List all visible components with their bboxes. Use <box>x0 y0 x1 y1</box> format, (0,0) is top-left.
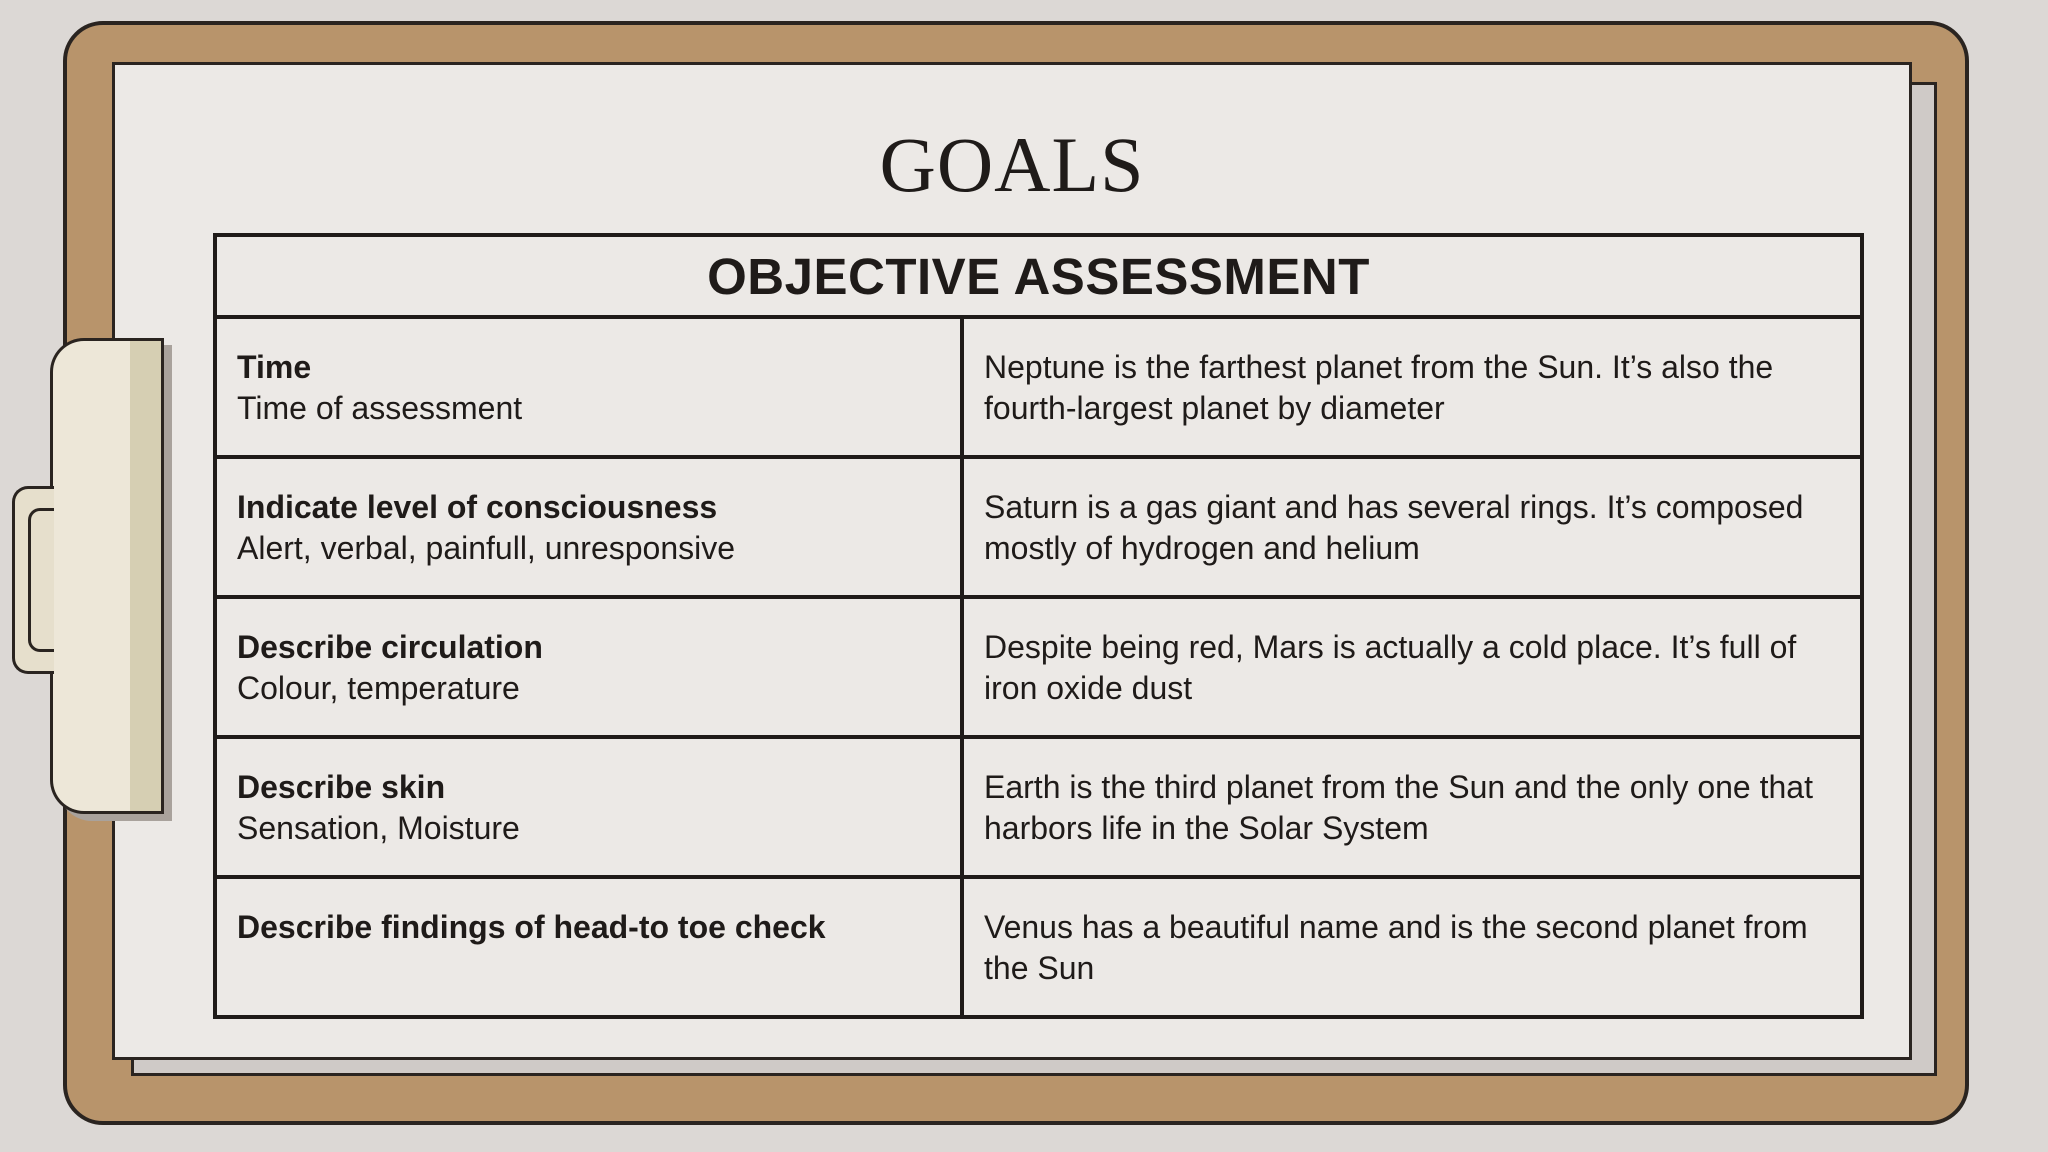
row-detail: Alert, verbal, painfull, unresponsive <box>237 530 736 566</box>
row-label: Time <box>237 349 312 385</box>
objective-assessment-table <box>213 233 1864 1019</box>
row-detail: Colour, temperature <box>237 670 520 706</box>
table-row <box>215 457 1862 597</box>
row-detail: Time of assessment <box>237 390 523 426</box>
row-description-cell: Neptune is the farthest planet from the Sun. It’s also the fourth-largest planet by diameter <box>962 317 1862 457</box>
table-row <box>215 737 1862 877</box>
table-row <box>215 877 1862 1017</box>
row-label: Describe circulation <box>237 629 543 665</box>
row-description-cell: Venus has a beautiful name and is the second planet from the Sun <box>962 877 1862 1017</box>
table-row <box>215 597 1862 737</box>
row-description-cell: Saturn is a gas giant and has several rings. It’s composed mostly of hydrogen and helium <box>962 457 1862 597</box>
row-label-cell <box>215 597 962 737</box>
row-detail: Sensation, Moisture <box>237 810 520 846</box>
row-label-cell <box>215 457 962 597</box>
row-label-cell <box>215 317 962 457</box>
page-title: GOALS <box>879 121 1145 208</box>
row-label: Describe findings of head-to toe check <box>237 909 826 945</box>
clip-tab-inner <box>28 508 54 652</box>
row-description-cell: Earth is the third planet from the Sun and the only one that harbors life in the Solar System <box>962 737 1862 877</box>
table-row <box>215 317 1862 457</box>
row-label-cell <box>215 877 962 1017</box>
clipboard-clip <box>50 338 130 814</box>
row-description-cell: Despite being red, Mars is actually a cold place. It’s full of iron oxide dust <box>962 597 1862 737</box>
row-label: Indicate level of consciousness <box>237 489 718 525</box>
row-label: Describe skin <box>237 769 446 805</box>
row-label-cell <box>215 737 962 877</box>
table-heading: OBJECTIVE ASSESSMENT <box>215 235 1862 317</box>
table-heading-row <box>215 235 1862 317</box>
